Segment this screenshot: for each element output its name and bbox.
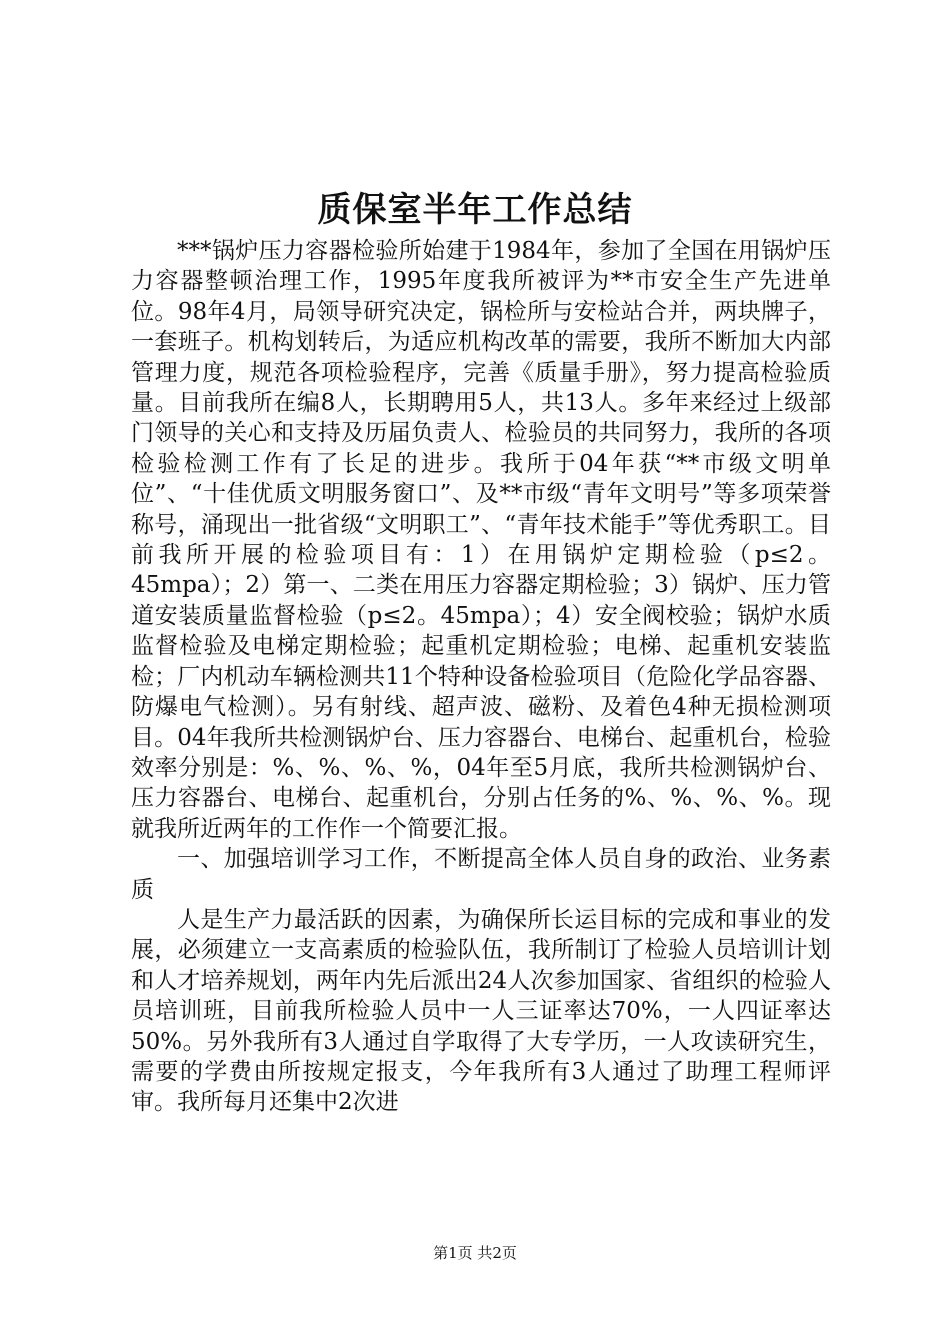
paragraph-training: 人是生产力最活跃的因素，为确保所长运目标的完成和事业的发展，必须建立一支高素质的检验队伍，我所制订了检验人员培训计划和人才培养规划，两年内先后派出24人次参加国家、省组织的检验人员培训班，目前我所检验人员中一人三证率达70%，一人四证率达50%。另外我所有3人通过自学取得了大专学历，一人攻读研究生，需要的学费由所按规定报支，今年我所有3人通过了助理工程师评审。我所每月还集中2次进 bbox=[131, 906, 831, 1116]
document-body bbox=[131, 236, 831, 1118]
paragraph-intro: ***锅炉压力容器检验所始建于1984年，参加了全国在用锅炉压力容器整顿治理工作，1995年度我所被评为**市安全生产先进单位。98年4月，局领导研究决定，锅检所与安检站合并，两块牌子，一套班子。机构划转后，为适应机构改革的需要，我所不断加大内部管理力度，规范各项检验程序，完善《质量手册》，努力提高检验质量。目前我所在编8人，长期聘用5人，共13人。多年来经过上级部门领导的关心和支持及历届负责人、检验员的共同努力，我所的各项检验检测工作有了长足的进步。我所于04年获“**市级文明单位”、“十佳优质文明服务窗口”、及**市级“青年文明号”等多项荣誉称号，涌现出一批省级“文明职工”、“青年技术能手”等优秀职工。目前我所开展的检验项目有：1）在用锅炉定期检验（p≤2。45mpa）；2）第一、二类在用压力容器定期检验；3）锅炉、压力管道安装质量监督检验（p≤2。45mpa）；4）安全阀校验；锅炉水质监督检验及电梯定期检验；起重机定期检验；电梯、起重机安装监检；厂内机动车辆检测共11个特种设备检验项目（危险化学品容器、防爆电气检测）。另有射线、超声波、磁粉、及着色4种无损检测项目。04年我所共检测锅炉台、压力容器台、电梯台、起重机台，检验效率分别是：%、%、%、%，04年至5月底，我所共检测锅炉台、压力容器台、电梯台、起重机台，分别占任务的%、%、%、%。现就我所近两年的工作作一个简要汇报。 bbox=[131, 238, 831, 842]
section-heading-1: 一、加强培训学习工作，不断提高全体人员自身的政治、业务素质 bbox=[131, 846, 831, 903]
document-title: 质保室半年工作总结 bbox=[317, 190, 633, 230]
page-number-footer: 第1页 共2页 bbox=[433, 1244, 517, 1262]
